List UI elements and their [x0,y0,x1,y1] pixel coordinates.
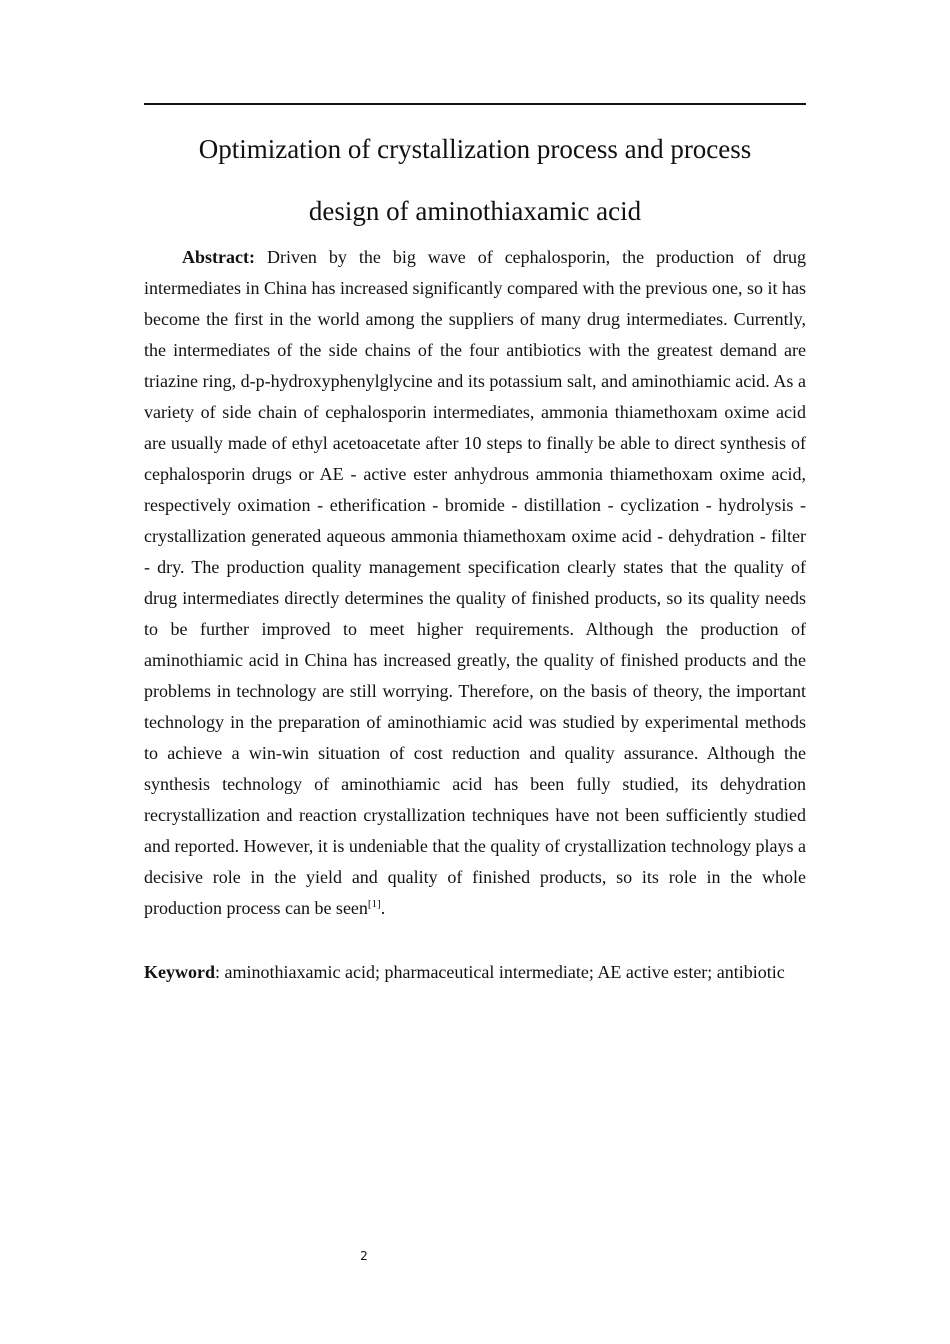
abstract-label: Abstract: [182,247,255,267]
paper-title [144,118,806,242]
header-rule [144,103,806,105]
abstract-text: Driven by the big wave of cephalosporin, the production of drug intermediates in China has increased significantly compared with the previous one, so it has become the first in the world among the suppliers of many drug intermediates. Currently, the intermediates of the side chains of the four antibiotics with the greatest demand are triazine ring, d-p-hydroxyphenylglycine and its potassium salt, and aminothiamic acid. As a variety of side chain of cephalosporin intermediates, ammonia thiamethoxam oxime acid are usually made of ethyl acetoacetate after 10 steps to finally be able to direct synthesis of cephalosporin drugs or AE - active ester anhydrous ammonia thiamethoxam oxime acid, respectively oximation - etherification - bromide - distillation - cyclization - hydrolysis - crystallization generated aqueous ammonia thiamethoxam oxime acid - dehydration - filter - dry. The production quality management specification clearly states that the quality of drug intermediates directly determines the quality of finished products, so its quality needs to be further improved to meet higher requirements. Although the production of aminothiamic acid in China has increased greatly, the quality of finished products and the problems in technology are still worrying. Therefore, on the basis of theory, the important technology in the preparation of aminothiamic acid was studied by experimental methods to achieve a win-win situation of cost reduction and quality assurance. Although the synthesis technology of aminothiamic acid has been fully studied, its dehydration recrystallization and reaction crystallization techniques have not been sufficiently studied and reported. However, it is undeniable that the quality of crystallization technology plays a decisive role in the yield and quality of finished products, so its role in the whole production process can be seen [144,247,806,918]
abstract-paragraph [144,242,806,924]
keyword-text: aminothiaxamic acid; pharmaceutical intermediate; AE active ester; antibiotic [224,962,785,982]
citation-marker: [1] [367,898,381,910]
keywords-paragraph [144,957,806,988]
abstract-end: . [380,898,386,918]
keyword-label: Keyword [144,962,215,982]
paper-title-line-1: Optimization of crystallization process and process [198,134,752,164]
page-number: 2 [360,1249,368,1263]
keyword-separator: : [215,962,221,982]
paper-title-line-2: design of aminothiaxamic acid [308,196,642,226]
